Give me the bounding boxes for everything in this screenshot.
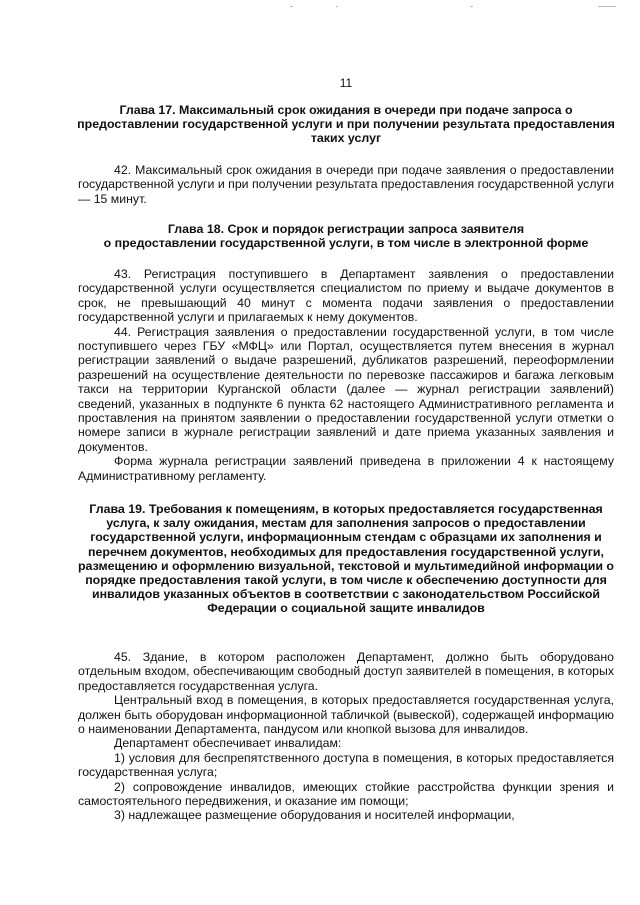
paragraph-entrance: Центральный вход в помещения, в которых предоставляется государственная услуга, должен быть оборудован информационной табличкой (вывеской), содержащей информацию о наименовании Департамента, пандусом или кнопкой вызова для инвалидов. xyxy=(78,693,614,737)
chapter-19-body xyxy=(78,650,614,823)
chapter-19-title: Глава 19. Требования к помещениям, в которых предоставляется государственная услуга, к залу ожидания, местам для заполнения запросов о предоставлении государственной услуги, информационным стендам с образцами их заполнения и перечнем документов, необходимых для предоставления государственной услуги, размещению и оформлению визуальной, текстовой и мультимедийной информации о порядке предоставления такой услуги, в том числе к обеспечению доступности для инвалидов указанных объектов в соответствии с законодательством Российской Федерации о социальной защите инвалидов xyxy=(77,502,614,616)
list-item-3: 3) надлежащее размещение оборудования и носителей информации, xyxy=(114,808,515,823)
list-item-1: 1) условия для беспрепятственного доступа в помещения, в которых предоставляется государственная услуга; xyxy=(78,750,614,780)
chapter-18-title-line2: о предоставлении государственной услуги, в том числе в электронной форме xyxy=(103,236,589,251)
chapter-17-title: Глава 17. Максимальный срок ожидания в очереди при подаче запроса о предоставлении государственной услуги и при получении результата предоставления таких услуг xyxy=(77,103,615,146)
paragraph-provides: Департамент обеспечивает инвалидам: xyxy=(114,736,342,751)
chapter-18-body xyxy=(78,267,614,483)
chapter-18-title-line1: Глава 18. Срок и порядок регистрации запроса заявителя xyxy=(167,222,525,236)
paragraph-44: 44. Регистрация заявления о предоставлении государственной услуги, в том числе поступившего через ГБУ «МФЦ» или Портал, осуществляется путем внесения в журнал регистрации заявлений о выдаче разрешений, дубликатов разрешений, переоформлении разрешений на осуществление деятельности по перевозке пассажиров и багажа легковым такси на территории Курганской области (далее — журнал регистрации заявлений) сведений, указанных в подпункте 6 пункта 62 настоящего Административного регламента и проставления на принятом заявлении о предоставлении государственной услуги отметки о номере записи в журнале регистрации заявлений и дате приема указанных заявления и документов. xyxy=(78,324,614,454)
paragraph-42 xyxy=(78,163,614,206)
paragraph-form: Форма журнала регистрации заявлений приведена в приложении 4 к настоящему Административному регламенту. xyxy=(78,454,614,483)
paragraph-45: 45. Здание, в котором расположен Департамент, должно быть оборудовано отдельным входом, обеспечивающим свободный доступ заявителей в помещения, в которых предоставляется государственная услуга. xyxy=(78,650,614,693)
scan-artifacts xyxy=(0,6,640,12)
list-item-2: 2) сопровождение инвалидов, имеющих стойкие расстройства функции зрения и самостоятельного передвижения, и оказание им помощи; xyxy=(78,779,614,809)
chapter-18-title xyxy=(70,222,622,250)
paragraph-43: 43. Регистрация поступившего в Департамент заявления о предоставлении государственной услуги осуществляется специалистом по приему и выдаче документов в срок, не превышающий 40 минут с момента подачи заявления о предоставлении государственной услуги и прилагаемых к нему документов. xyxy=(78,267,614,325)
page-number: 11 xyxy=(339,76,353,90)
paragraph-42-text: 42. Максимальный срок ожидания в очереди при подаче заявления о предоставлении государственной услуги и при получении результата предоставления государственной услуги — 15 минут. xyxy=(78,163,614,206)
